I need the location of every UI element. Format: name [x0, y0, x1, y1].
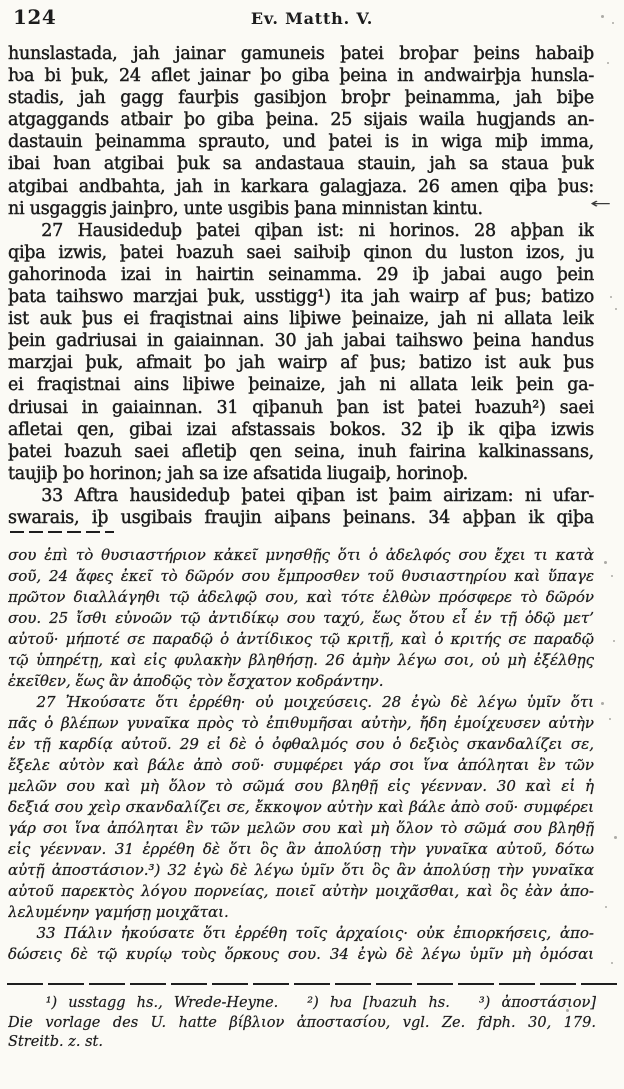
margin-arrow-annotation: ← — [590, 196, 612, 212]
scan-speck — [601, 702, 604, 705]
gothic-line: 33 Aftra hausideduþ þatei qiþan ist þaim airizam: ni ufar- — [41, 485, 594, 506]
gothic-line: ni usgaggis jainþro, unte usgibis þana minnistan kintu. — [8, 198, 483, 219]
greek-line: εἰς γέενναν. 31 ἐρρέθη δὲ ὅτι ὃς ἂν ἀπολύσῃ τὴν γυναῖκα αὐτοῦ, δότω — [8, 840, 594, 858]
greek-line: ἐκεῖθεν, ἕως ἂν ἀποδῷς τὸν ἔσχατον κοδράντην. — [8, 672, 384, 690]
gothic-line: swarais, iþ usgibais fraujin aiþans þeinans. 34 aþþan ik qiþa — [8, 507, 594, 528]
gothic-line: atgibai andbahta, jah in karkara galagjaza. 26 amen qiþa þus: — [8, 176, 594, 197]
scan-speck — [609, 718, 611, 720]
greek-line: ἐν τῇ καρδίᾳ αὐτοῦ. 29 εἰ δὲ ὁ ὀφθαλμός σου ὁ δεξιὸς σκανδαλίζει σε, — [8, 735, 594, 753]
greek-line: τῷ ὑπηρέτῃ, καὶ εἰς φυλακὴν βληθήσῃ. 26 ἀμὴν λέγω σοι, οὐ μὴ ἐξέλθῃς — [8, 651, 594, 669]
scan-speck — [612, 22, 614, 24]
greek-line: δεξιά σου χεὶρ σκανδαλίζει σε, ἔκκοψον αὐτὴν καὶ βάλε ἀπὸ σοῦ· συμφέρει — [8, 798, 594, 816]
gothic-text-block — [8, 43, 594, 529]
scan-speck — [607, 62, 609, 64]
scan-speck — [611, 575, 613, 577]
scan-speck — [614, 836, 617, 839]
gothic-line: stadis, jah gagg faurþis gasibjon broþr þeinamma, jah biþe — [8, 88, 594, 109]
scan-speck — [566, 1009, 569, 1012]
greek-line: αὐτοῦ· μήποτέ σε παραδῷ ὁ ἀντίδικος τῷ κριτῇ, καὶ ὁ κριτής σε παραδῷ — [8, 630, 594, 648]
greek-line: αὐτοῦ παρεκτὸς λόγου πορνείας, ποιεῖ αὐτὴν μοιχᾶσθαι, καὶ ὃς ἐὰν ἀπο- — [8, 882, 594, 900]
gothic-line: þein gadriusai in gaiainnan. 30 jah jabai taihswo þeina handus — [8, 331, 594, 352]
scan-speck — [601, 15, 604, 18]
gothic-line: afletai qen, gibai izai afstassais bokos. 32 iþ ik qiþa izwis — [8, 419, 594, 440]
scan-speck — [604, 561, 607, 564]
gothic-line: marzjai þuk, afmait þo jah wairp af þus; batizo ist auk þus — [8, 353, 594, 374]
gothic-line: ei fraqistnai ains liþiwe þeinaize, jah ni allata leik þein ga- — [8, 375, 594, 396]
gothic-line: þata taihswo marzjai þuk, usstigg¹) ita jah wairp af þus; batizo — [8, 287, 594, 308]
scan-speck — [611, 962, 613, 964]
greek-line: γάρ σοι ἵνα ἀπόληται ἓν τῶν μελῶν σου καὶ μὴ ὅλον τὸ σῶμά σου βληθῇ — [8, 819, 594, 837]
greek-line: 27 Ἠκούσατε ὅτι ἐρρέθη· οὐ μοιχεύσεις. 28 ἐγὼ δὲ λέγω ὑμῖν ὅτι — [36, 693, 594, 711]
gothic-line: dastauin þeinamma sprauto, und þatei is in wiga miþ imma, — [8, 132, 594, 153]
footnote-line: ¹) usstagg hs., Wrede-Heyne. ²) ƕa [ƕazuh hs. ³) ἀποστάσιον] — [45, 995, 596, 1011]
running-title: Ev. Matth. V. — [250, 9, 374, 28]
gothic-line: driusai in gaiainnan. 31 qiþanuh þan ist þatei ƕazuh²) saei — [8, 397, 594, 418]
greek-line: σου ἐπὶ τὸ θυσιαστήριον κἀκεῖ μνησθῇς ὅτι ὁ ἀδελφός σου ἔχει τι κατὰ — [8, 546, 594, 564]
greek-line: ἔξελε αὐτὸν καὶ βάλε ἀπὸ σοῦ· συμφέρει γάρ σοι ἵνα ἀπόληται ἓν τῶν — [8, 756, 594, 774]
greek-line: πᾶς ὁ βλέπων γυναῖκα πρὸς τὸ ἐπιθυμῆσαι αὐτὴν, ἤδη ἐμοίχευσεν αὐτὴν — [8, 714, 594, 732]
scan-speck — [615, 308, 617, 310]
footnote-line: Die vorlage des U. hatte βίβλιον ἀποστασίου, vgl. Ze. fdph. 30, 179. — [8, 1014, 596, 1031]
gothic-line: ist auk þus ei fraqistnai ains liþiwe þeinaize, jah ni allata leik — [8, 309, 594, 330]
greek-line: μελῶν σου καὶ μὴ ὅλον τὸ σῶμά σου βληθῇ εἰς γέενναν. 30 καὶ εἰ ἡ — [8, 777, 594, 795]
gothic-line: hunslastada, jah jainar gamuneis þatei broþar þeins habaiþ — [8, 44, 594, 64]
footnote-rule — [7, 983, 617, 985]
greek-line: αὐτῇ ἀποστάσιον.³) 32 ἐγὼ δὲ λέγω ὑμῖν ὅτι ὃς ἂν ἀπολύσῃ τὴν γυναῖκα — [8, 861, 594, 879]
gothic-line: þatei ƕazuh saei afletiþ qen seina, inuh fairina kalkinassans, — [8, 441, 594, 462]
greek-line: σοῦ, 24 ἄφες ἐκεῖ τὸ δῶρόν σου ἔμπροσθεν τοῦ θυσιαστηρίου καὶ ὕπαγε — [8, 567, 594, 585]
scan-speck — [613, 640, 615, 642]
greek-line: λελυμένην γαμήσῃ μοιχᾶται. — [8, 903, 229, 921]
greek-line: πρῶτον διαλλάγηθι τῷ ἀδελφῷ σου, καὶ τότε ἐλθὼν πρόσφερε τὸ δῶρόν — [8, 588, 594, 606]
footnotes-block — [8, 994, 596, 1053]
section-separator-rule — [10, 531, 114, 533]
footnote-line: Streitb. z. st. — [8, 1034, 103, 1050]
scan-speck — [605, 906, 607, 908]
page-number: 124 — [13, 5, 57, 29]
gothic-line: ibai ƕan atgibai þuk sa andastaua stauin, jah sa staua þuk — [8, 154, 594, 175]
greek-line: δώσεις δὲ τῷ κυρίῳ τοὺς ὅρκους σου. 34 ἐγὼ δὲ λέγω ὑμῖν μὴ ὀμόσαι — [8, 945, 594, 963]
greek-line: 33 Πάλιν ἠκούσατε ὅτι ἐρρέθη τοῖς ἀρχαίοις· οὐκ ἐπιορκήσεις, ἀπο- — [36, 924, 594, 942]
gothic-line: gahorinoda izai in hairtin seinamma. 29 iþ jabai augo þein — [8, 264, 594, 285]
greek-text-block — [8, 545, 594, 965]
greek-line: σου. 25 ἴσθι εὐνοῶν τῷ ἀντιδίκῳ σου ταχύ, ἕως ὅτου εἶ ἐν τῇ ὁδῷ μετ’ — [8, 609, 594, 627]
gothic-line: atgaggands atbair þo giba þeina. 25 sijais waila hugjands an- — [8, 110, 594, 131]
scan-speck — [610, 296, 612, 298]
gothic-line: qiþa izwis, þatei ƕazuh saei saiƕiþ qinon du luston izos, ju — [8, 242, 594, 263]
gothic-line: 27 Hausideduþ þatei qiþan ist: ni horinos. 28 aþþan ik — [41, 220, 594, 241]
gothic-line: ƕa bi þuk, 24 aflet jainar þo giba þeina in andwairþja hunsla- — [8, 66, 594, 87]
gothic-line: taujiþ þo horinon; jah sa ize afsatida liugaiþ, horinoþ. — [8, 463, 468, 484]
